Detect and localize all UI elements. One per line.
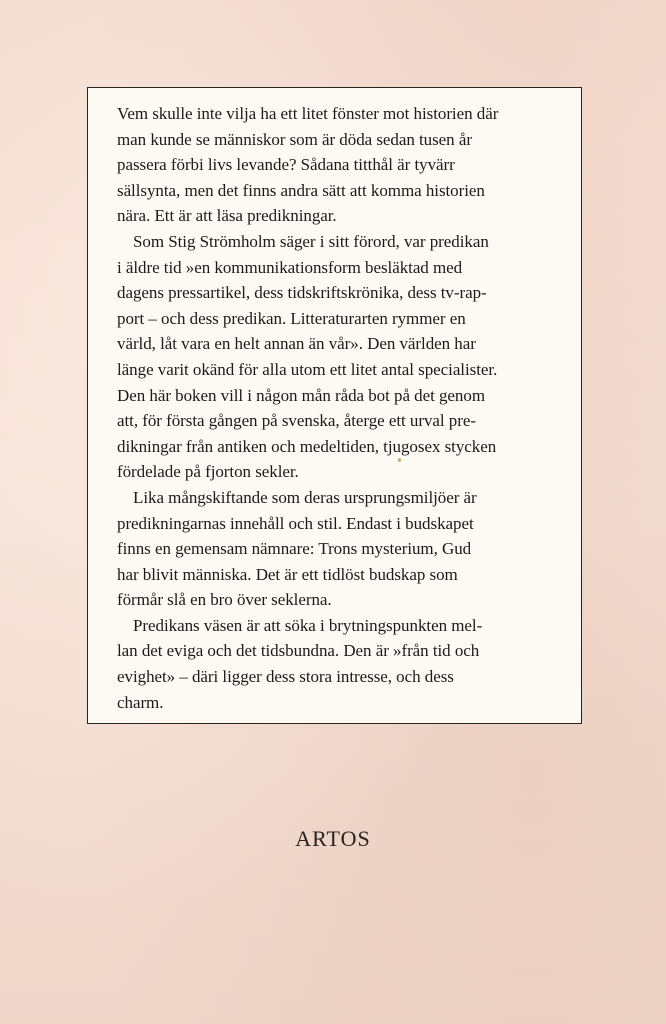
- paper-speck: [398, 458, 401, 462]
- blurb-paragraph-2: Som Stig Strömholm säger i sitt förord, var predikan i äldre tid »en kommunikationsform besläktad med dagens pressartikel, dess tidskriftskrönika, dess tv-rap- port – och dess predikan. Litteraturarten rymmer en värld, låt vara en helt annan än vår». Den världen har länge varit okänd för alla utom ett litet antal specialister. Den här boken vill i någon mån råda bot på det genom att, för första gången på svenska, återge ett urval pre- dikningar från antiken och medeltiden, tjugosex stycken fördelade på fjorton sekler.: [117, 231, 498, 482]
- blurb-paragraph-4: Predikans väsen är att söka i brytningspunkten mel- lan det eviga och det tidsbundna. Den är »från tid och evighet» – däri ligger dess stora intresse, och dess charm.: [117, 615, 483, 712]
- blurb-paragraph-3: Lika mångskiftande som deras ursprungsmiljöer är predikningarnas innehåll och stil. Endast i budskapet finns en gemensam nämnare: Trons mysterium, Gud har blivit människa. Det är ett tidlöst budskap som förmår slå en bro över seklerna.: [117, 487, 477, 610]
- blurb-paragraph-1: Vem skulle inte vilja ha ett litet fönster mot historien där man kunde se människor som är döda sedan tusen år passera förbi livs levande? Sådana titthål är tyvärr sällsynta, men det finns andra sätt att komma historien nära. Ett är att läsa predikningar.: [117, 104, 499, 226]
- blurb-frame: [87, 87, 582, 724]
- publisher-name: ARTOS: [295, 826, 371, 851]
